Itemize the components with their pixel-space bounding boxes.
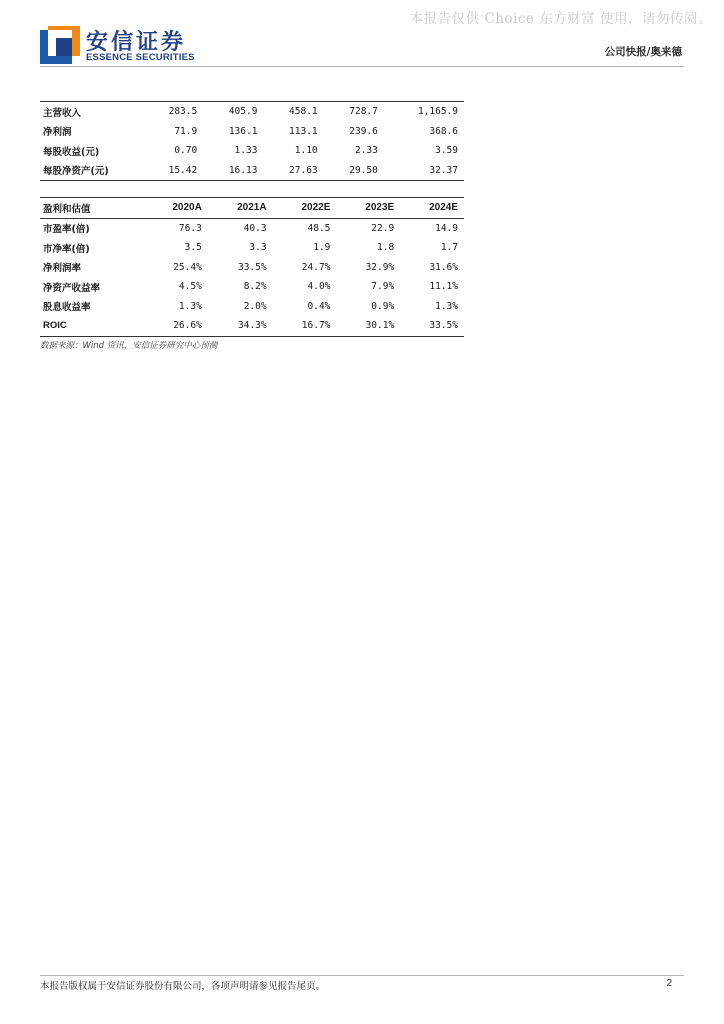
page-number: 2 <box>666 978 672 989</box>
table-cell: 33.5% <box>429 320 458 332</box>
table-row <box>40 316 464 336</box>
table-cell: 1,165.9 <box>417 106 458 118</box>
table-cell: 728.7 <box>349 106 378 118</box>
column-header: 2023E <box>336 198 400 219</box>
table-cell: 136.1 <box>228 125 258 137</box>
table-cell: 1.33 <box>234 145 258 157</box>
table-row <box>40 277 464 297</box>
table-cell: 33.5% <box>237 261 267 273</box>
table-cell: 1.8 <box>377 242 395 254</box>
table-cell: 3.59 <box>435 145 458 157</box>
table-cell: 1.3% <box>435 300 458 312</box>
footer-divider <box>40 975 684 976</box>
table-cell: 26.6% <box>173 320 202 332</box>
row-label: 净利润率 <box>43 263 82 275</box>
table-cell: 1.3% <box>178 300 202 312</box>
table-cell: 405.9 <box>228 106 258 118</box>
report-label: 公司快报/奥来德 <box>604 46 682 58</box>
watermark-text: 本报告仅供 Choice 东方财富 使用，请勿传阅。 <box>409 11 712 27</box>
valuation-table <box>40 197 464 337</box>
table-cell: 3.3 <box>249 242 267 254</box>
table-cell: 0.4% <box>307 300 331 312</box>
row-label: 市净率(倍) <box>43 243 90 255</box>
table-cell: 25.4% <box>173 261 202 273</box>
table-cell: 8.2% <box>243 281 267 293</box>
table-row <box>40 141 464 161</box>
table-title: 盈利和估值 <box>40 198 143 219</box>
table-cell: 76.3 <box>178 222 202 234</box>
table-row <box>40 238 464 258</box>
table-row <box>40 218 464 238</box>
table-cell: 27.63 <box>289 164 318 176</box>
table-cell: 16.13 <box>228 164 258 176</box>
table-cell: 31.6% <box>429 261 458 273</box>
table-cell: 16.7% <box>301 320 331 332</box>
row-label: 净资产收益率 <box>43 282 101 294</box>
column-header: 2022E <box>273 198 337 219</box>
row-label: 净利润 <box>43 127 72 139</box>
table-cell: 34.3% <box>237 320 267 332</box>
header-divider <box>40 66 684 67</box>
table-cell: 1.9 <box>313 242 331 254</box>
row-label: 每股净资产(元) <box>43 166 109 178</box>
table-cell: 40.3 <box>243 222 267 234</box>
table-cell: 239.6 <box>349 125 378 137</box>
table-cell: 0.9% <box>371 300 395 312</box>
table-header-row <box>40 198 464 219</box>
table-row <box>40 102 464 122</box>
table-cell: 2.33 <box>354 145 378 157</box>
table-cell: 113.1 <box>289 125 318 137</box>
logo-text-english: ESSENCE SECURITIES <box>86 52 195 63</box>
row-label: 市盈率(倍) <box>43 224 90 236</box>
table-cell: 32.37 <box>429 164 458 176</box>
table-cell: 4.0% <box>307 281 331 293</box>
table-cell: 458.1 <box>289 106 318 118</box>
table-row <box>40 161 464 181</box>
table-row <box>40 258 464 278</box>
table-cell: 71.9 <box>174 125 198 137</box>
data-source-note: 数据来源：Wind 资讯，安信证券研究中心预测 <box>40 341 218 351</box>
table-cell: 11.1% <box>429 281 458 293</box>
table-cell: 30.1% <box>365 320 395 332</box>
table-cell: 3.5 <box>184 242 202 254</box>
company-logo <box>40 26 80 64</box>
table-cell: 29.50 <box>349 164 378 176</box>
table-cell: 48.5 <box>307 222 331 234</box>
row-label: 每股收益(元) <box>43 146 100 158</box>
table-cell: 24.7% <box>301 261 331 273</box>
row-label: 主营收入 <box>43 107 82 119</box>
table-cell: 283.5 <box>168 106 198 118</box>
table-cell: 22.9 <box>371 222 395 234</box>
table-cell: 368.6 <box>429 125 458 137</box>
table-cell: 32.9% <box>365 261 395 273</box>
column-header: 2021A <box>208 198 273 219</box>
table-cell: 1.7 <box>440 242 458 254</box>
table-cell: 7.9% <box>371 281 395 293</box>
column-header: 2024E <box>400 198 464 219</box>
table-row <box>40 297 464 317</box>
table-cell: 4.5% <box>178 281 202 293</box>
table-cell: 14.9 <box>435 222 458 234</box>
table-row <box>40 122 464 142</box>
table-cell: 0.70 <box>174 145 198 157</box>
financial-summary-table <box>40 101 464 181</box>
column-header: 2020A <box>143 198 208 219</box>
row-label: ROIC <box>43 320 67 332</box>
table-cell: 1.10 <box>294 145 318 157</box>
footer-disclaimer: 本报告版权属于安信证券股份有限公司，各项声明请参见报告尾页。 <box>40 981 326 992</box>
row-label: 股息收益率 <box>43 302 91 314</box>
logo-text-chinese: 安信证券 <box>86 30 187 55</box>
table-cell: 15.42 <box>168 164 198 176</box>
table-cell: 2.0% <box>243 300 267 312</box>
